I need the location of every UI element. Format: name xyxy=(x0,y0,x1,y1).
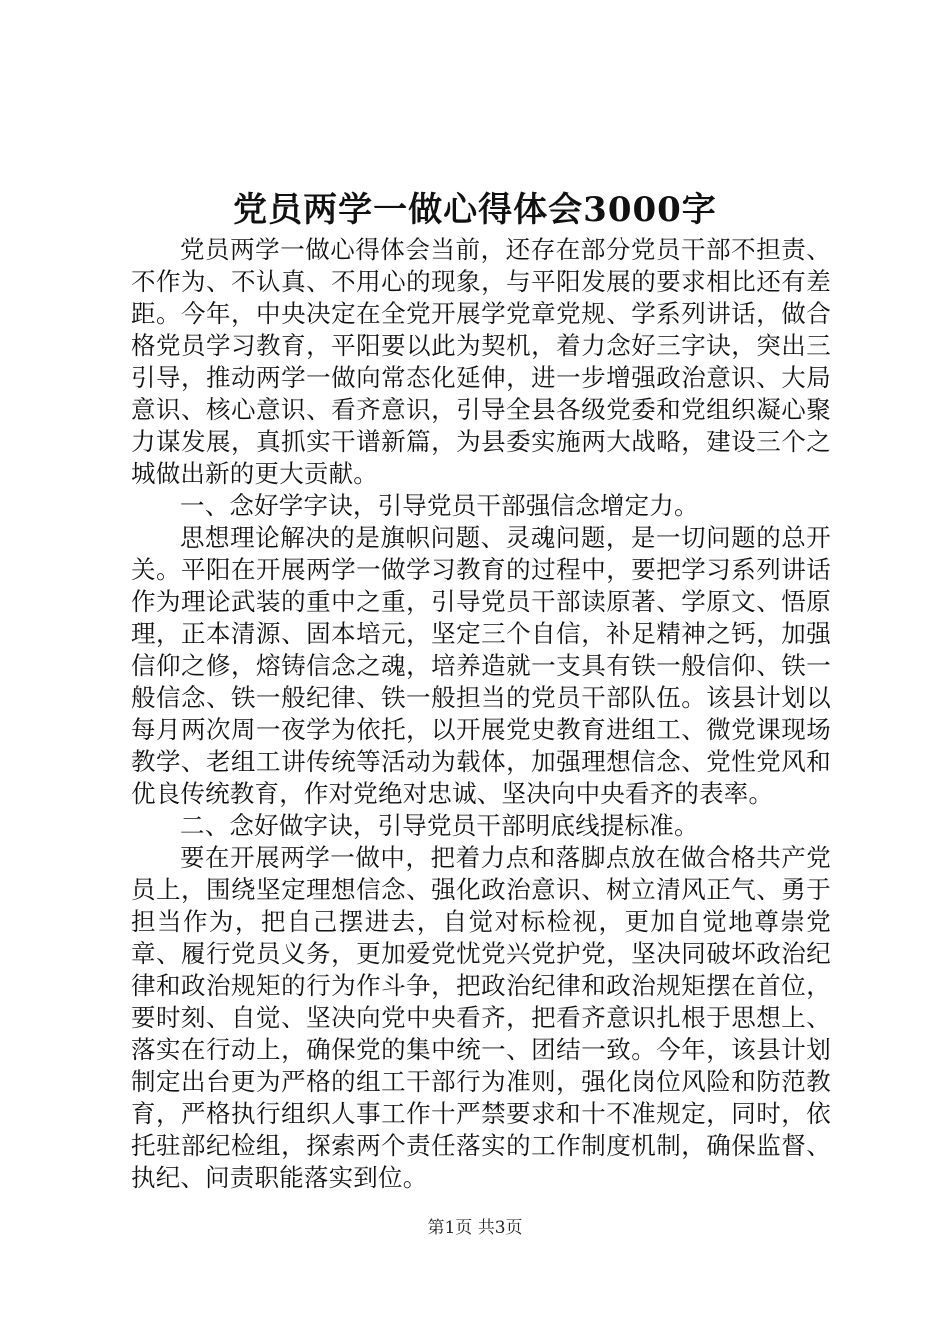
document-body xyxy=(131,234,831,1194)
page-footer: 第1页 共3页 xyxy=(427,1218,523,1238)
section-heading-study: 一、念好学字诀，引导党员干部强信念增定力。 xyxy=(180,491,699,520)
document-title: 党员两学一做心得体会3000字 xyxy=(233,190,717,230)
intro-paragraph: 党员两学一做心得体会当前，还存在部分党员干部不担责、不作为、不认真、不用心的现象，与平阳发展的要求相比还有差距。今年，中央决定在全党开展学党章党规、学系列讲话，做合格党员学习教育，平阳要以此为契机，着力念好三字诀，突出三引导，推动两学一做向常态化延伸，进一步增强政治意识、大局意识、核心意识、看齐意识，引导全县各级党委和党组织凝心聚力谋发展，真抓实干谱新篇，为县委实施两大战略，建设三个之城做出新的更大贡献。 xyxy=(131,235,831,488)
section-heading-practice: 二、念好做字诀，引导党员干部明底线提标准。 xyxy=(180,811,699,840)
study-paragraph: 思想理论解决的是旗帜问题、灵魂问题，是一切问题的总开关。平阳在开展两学一做学习教育的过程中，要把学习系列讲话作为理论武装的重中之重，引导党员干部读原著、学原文、悟原理，正本清源、固本培元，坚定三个自信，补足精神之钙，加强信仰之修，熔铸信念之魂，培养造就一支具有铁一般信仰、铁一般信念、铁一般纪律、铁一般担当的党员干部队伍。该县计划以每月两次周一夜学为依托，以开展党史教育进组工、微党课现场教学、老组工讲传统等活动为载体，加强理想信念、党性党风和优良传统教育，作对党绝对忠诚、坚决向中央看齐的表率。 xyxy=(131,523,831,808)
practice-paragraph: 要在开展两学一做中，把着力点和落脚点放在做合格共产党员上，围绕坚定理想信念、强化政治意识、树立清风正气、勇于担当作为，把自己摆进去，自觉对标检视，更加自觉地尊崇党章、履行党员义务，更加爱党忧党兴党护党，坚决同破坏政治纪律和政治规矩的行为作斗争，把政治纪律和政治规矩摆在首位，要时刻、自觉、坚决向党中央看齐，把看齐意识扎根于思想上、落实在行动上，确保党的集中统一、团结一致。今年，该县计划制定出台更为严格的组工干部行为准则，强化岗位风险和防范教育，严格执行组织人事工作十严禁要求和十不准规定，同时，依托驻部纪检组，探索两个责任落实的工作制度机制，确保监督、执纪、问责职能落实到位。 xyxy=(131,843,831,1192)
